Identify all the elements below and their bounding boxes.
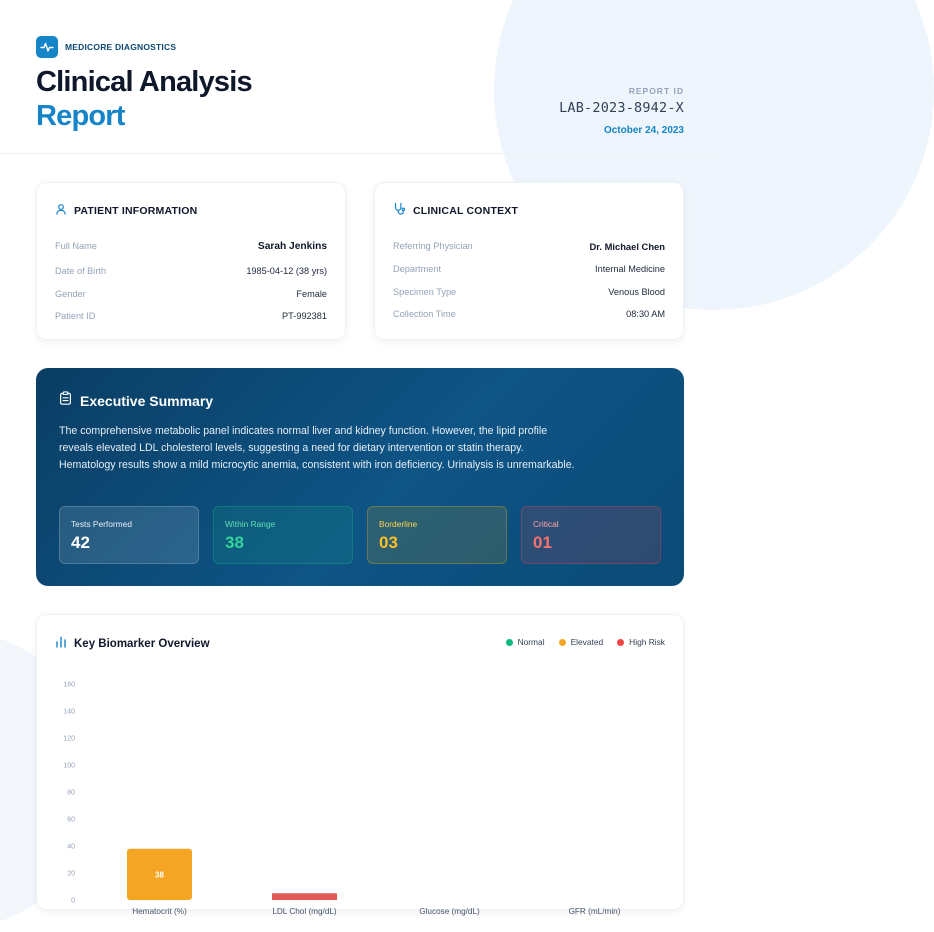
y-tick-label: 20 [67, 870, 75, 878]
info-row-full-name: Full Name Sarah Jenkins [55, 241, 327, 252]
patient-name: Sarah Jenkins [257, 241, 327, 252]
clinical-context-card [374, 182, 684, 340]
bar-1[interactable] [272, 893, 337, 900]
summary-text: The comprehensive metabolic panel indicates normal liver and kidney function. However, the lipid profile reveals elevated LDL cholesterol levels, suggesting a need for dietary intervention or statin therapy. Hematology results show a mild microcytic anemia, consistent with iron deficiency. Urinalysis is unremarkable. [59, 425, 575, 471]
stat-critical: Critical 01 [521, 506, 661, 564]
info-row-patient-id: Patient ID PT-992381 [55, 311, 327, 321]
x-tick-label: GFR (mL/min) [568, 907, 621, 916]
info-row-department: Department Internal Medicine [393, 264, 665, 274]
report-meta [559, 86, 684, 136]
info-row-dob: Date of Birth 1985-04-12 (38 yrs) [55, 266, 327, 276]
info-row-gender: Gender Female [55, 289, 327, 299]
brand-name: MEDICORE DIAGNOSTICS [65, 42, 177, 52]
page-title-accent: Report [36, 100, 125, 132]
y-tick-label: 120 [63, 735, 75, 743]
info-row-physician: Referring Physician Dr. Michael Chen [393, 241, 665, 252]
brand [36, 36, 176, 58]
page-title: Clinical Analysis [36, 66, 252, 98]
y-tick-label: 0 [71, 897, 75, 905]
stat-borderline: Borderline 03 [367, 506, 507, 564]
summary-title: Executive Summary [80, 392, 214, 409]
stat-tests-performed: Tests Performed 42 [59, 506, 199, 564]
physician-name: Dr. Michael Chen [589, 241, 665, 252]
report-id: LAB-2023-8942-X [559, 100, 684, 116]
report-date: October 24, 2023 [603, 125, 684, 136]
user-icon [55, 202, 67, 220]
bar-data-label: 38 [155, 870, 164, 880]
legend-item-normal: Normal [506, 637, 545, 647]
patient-information-card [36, 182, 346, 340]
y-tick-label: 160 [63, 681, 75, 689]
y-tick-label: 40 [67, 843, 75, 851]
y-tick-label: 60 [67, 816, 75, 824]
executive-summary-card [36, 368, 684, 586]
stethoscope-icon [393, 202, 406, 220]
y-tick-label: 80 [67, 789, 75, 797]
y-tick-label: 140 [63, 708, 75, 716]
pulse-icon [36, 36, 58, 58]
info-row-specimen: Specimen Type Venous Blood [393, 287, 665, 297]
biomarker-bar-chart [37, 615, 685, 916]
x-tick-label: LDL Chol (mg/dL) [272, 907, 337, 916]
stat-within-range: Within Range 38 [213, 506, 353, 564]
report-id-label: REPORT ID [628, 86, 684, 96]
legend-item-high-risk: High Risk [617, 637, 665, 647]
x-tick-label: Glucose (mg/dL) [419, 907, 480, 916]
x-tick-label: Hematocrit (%) [132, 907, 187, 916]
biomarker-chart-card [36, 614, 684, 916]
legend-item-elevated: Elevated [559, 637, 604, 647]
clinical-card-title: CLINICAL CONTEXT [413, 205, 519, 217]
info-row-collection-time: Collection Time 08:30 AM [393, 309, 665, 319]
y-tick-label: 100 [63, 762, 75, 770]
clipboard-icon [59, 391, 72, 410]
report-header [0, 0, 720, 154]
chart-title: Key Biomarker Overview [74, 638, 210, 650]
patient-card-title: PATIENT INFORMATION [74, 205, 198, 217]
